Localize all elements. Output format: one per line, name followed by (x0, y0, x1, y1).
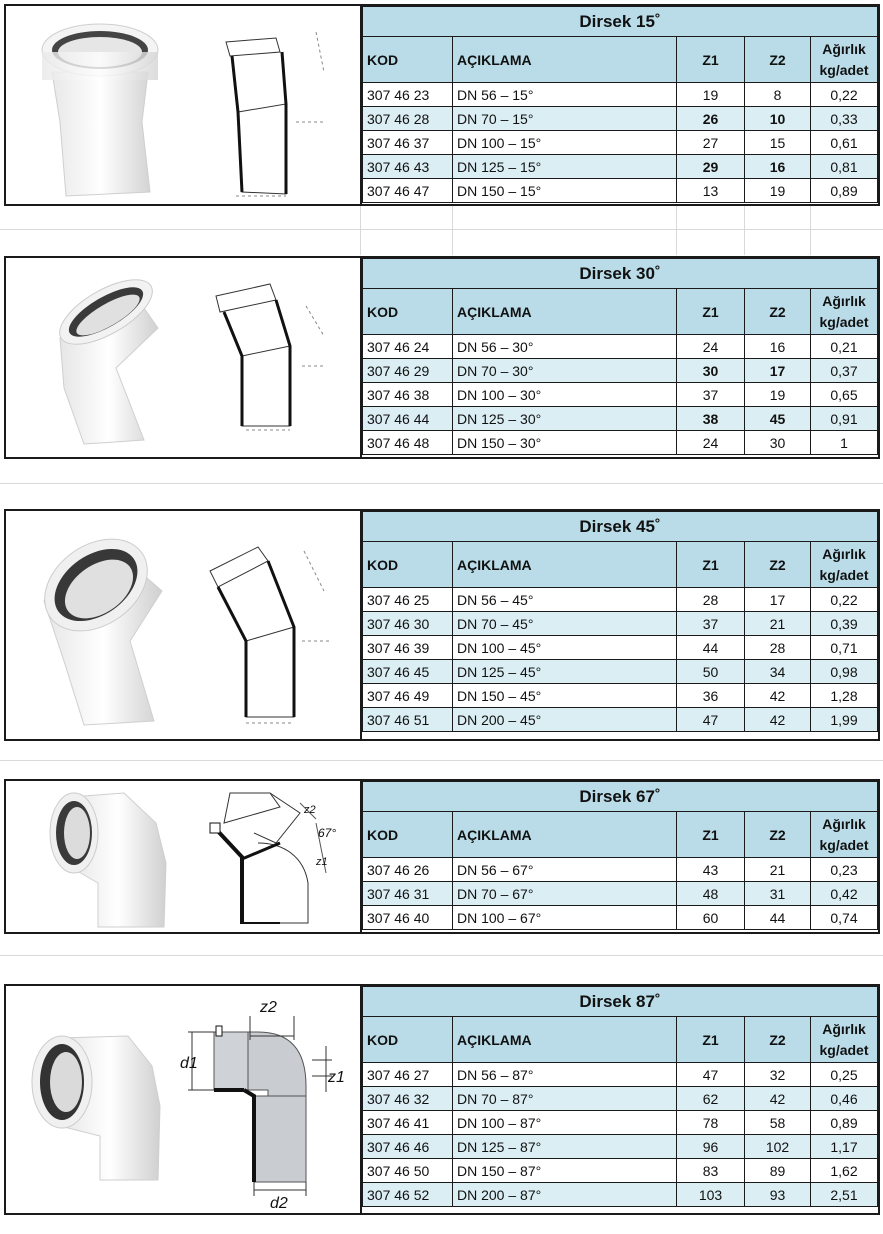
cell-z1: 62 (677, 1087, 745, 1111)
table-row (363, 1135, 878, 1159)
col-agirlik-l2: kg/adet (819, 1041, 869, 1058)
cell-kod: 307 46 50 (363, 1159, 453, 1183)
cell-kod: 307 46 44 (363, 407, 453, 431)
cell-z1: 29 (677, 155, 745, 179)
col-z2: Z2 (745, 289, 811, 335)
table-pane (362, 511, 878, 739)
col-agirlik-l2: kg/adet (819, 836, 869, 853)
cell-agirlik: 0,98 (811, 660, 878, 684)
cell-aciklama: DN 200 – 87° (453, 1183, 677, 1207)
cell-kod: 307 46 26 (363, 858, 453, 882)
cell-z1: 50 (677, 660, 745, 684)
col-agirlik-l2: kg/adet (819, 61, 869, 78)
cell-kod: 307 46 46 (363, 1135, 453, 1159)
col-agirlik (811, 289, 878, 335)
cell-aciklama: DN 100 – 45° (453, 636, 677, 660)
col-z1: Z1 (677, 289, 745, 335)
cell-z2: 42 (745, 684, 811, 708)
cell-aciklama: DN 200 – 45° (453, 708, 677, 732)
z2-label: z2 (260, 999, 277, 1016)
cell-agirlik: 1,28 (811, 684, 878, 708)
col-aciklama: AÇIKLAMA (453, 37, 677, 83)
col-kod: KOD (363, 289, 453, 335)
col-agirlik-l1: Ağırlık (822, 545, 866, 562)
table-row (363, 431, 878, 455)
section-title: Dirsek 45˚ (363, 512, 878, 542)
col-z1: Z1 (677, 542, 745, 588)
elbow-67-drawing (196, 783, 356, 931)
cell-kod: 307 46 38 (363, 383, 453, 407)
table-row (363, 708, 878, 732)
cell-kod: 307 46 48 (363, 431, 453, 455)
cell-aciklama: DN 100 – 87° (453, 1111, 677, 1135)
elbow-45-drawing (196, 531, 336, 731)
z1-label: z1 (328, 1069, 345, 1086)
elbow-30-photo (46, 278, 186, 448)
cell-z1: 37 (677, 383, 745, 407)
z1-label: z1 (316, 856, 328, 868)
cell-aciklama: DN 125 – 30° (453, 407, 677, 431)
col-kod: KOD (363, 812, 453, 858)
table-row (363, 684, 878, 708)
cell-aciklama: DN 70 – 30° (453, 359, 677, 383)
cell-z2: 16 (745, 335, 811, 359)
col-agirlik-l1: Ağırlık (822, 292, 866, 309)
z2-label: z2 (304, 804, 316, 816)
angle-label: 67° (318, 826, 337, 840)
cell-z2: 16 (745, 155, 811, 179)
cell-agirlik: 0,91 (811, 407, 878, 431)
cell-agirlik: 0,22 (811, 588, 878, 612)
col-z2: Z2 (745, 812, 811, 858)
cell-z1: 47 (677, 708, 745, 732)
cell-agirlik: 0,61 (811, 131, 878, 155)
cell-z2: 21 (745, 858, 811, 882)
cell-kod: 307 46 43 (363, 155, 453, 179)
elbow-30-drawing (206, 266, 336, 446)
col-z1: Z1 (677, 1017, 745, 1063)
cell-aciklama: DN 125 – 15° (453, 155, 677, 179)
cell-z1: 78 (677, 1111, 745, 1135)
col-aciklama: AÇIKLAMA (453, 542, 677, 588)
cell-kod: 307 46 40 (363, 906, 453, 930)
col-kod: KOD (363, 1017, 453, 1063)
cell-z1: 27 (677, 131, 745, 155)
cell-agirlik: 0,21 (811, 335, 878, 359)
table-row (363, 1159, 878, 1183)
cell-kod: 307 46 37 (363, 131, 453, 155)
cell-z2: 17 (745, 359, 811, 383)
cell-agirlik: 0,22 (811, 83, 878, 107)
col-agirlik-l1: Ağırlık (822, 40, 866, 57)
col-z2: Z2 (745, 542, 811, 588)
cell-z2: 8 (745, 83, 811, 107)
table-pane (362, 781, 878, 932)
cell-aciklama: DN 70 – 15° (453, 107, 677, 131)
cell-agirlik: 0,65 (811, 383, 878, 407)
col-agirlik-l1: Ağırlık (822, 815, 866, 832)
d2-label: d2 (270, 1195, 288, 1212)
cell-z2: 34 (745, 660, 811, 684)
cell-z1: 103 (677, 1183, 745, 1207)
cell-z2: 28 (745, 636, 811, 660)
cell-z1: 60 (677, 906, 745, 930)
cell-z1: 38 (677, 407, 745, 431)
col-kod: KOD (363, 37, 453, 83)
cell-aciklama: DN 100 – 15° (453, 131, 677, 155)
table-row (363, 1111, 878, 1135)
cell-z2: 58 (745, 1111, 811, 1135)
elbow-15-drawing (216, 12, 336, 202)
col-aciklama: AÇIKLAMA (453, 289, 677, 335)
cell-kod: 307 46 27 (363, 1063, 453, 1087)
cell-agirlik: 0,33 (811, 107, 878, 131)
cell-aciklama: DN 100 – 30° (453, 383, 677, 407)
cell-agirlik: 0,89 (811, 1111, 878, 1135)
cell-z1: 28 (677, 588, 745, 612)
table-row (363, 636, 878, 660)
elbow-15-photo (30, 12, 180, 202)
cell-agirlik: 2,51 (811, 1183, 878, 1207)
cell-agirlik: 0,39 (811, 612, 878, 636)
elbow-45-photo (34, 521, 184, 731)
cell-z1: 19 (677, 83, 745, 107)
col-agirlik (811, 1017, 878, 1063)
col-kod: KOD (363, 542, 453, 588)
cell-z1: 44 (677, 636, 745, 660)
product-image-pane (6, 6, 362, 204)
section-title: Dirsek 15˚ (363, 7, 878, 37)
product-table (362, 258, 878, 455)
col-agirlik-l2: kg/adet (819, 313, 869, 330)
table-pane (362, 986, 878, 1213)
cell-agirlik: 1,17 (811, 1135, 878, 1159)
product-image-pane (6, 511, 362, 739)
cell-z2: 93 (745, 1183, 811, 1207)
table-row (363, 335, 878, 359)
cell-z2: 21 (745, 612, 811, 636)
cell-kod: 307 46 31 (363, 882, 453, 906)
cell-aciklama: DN 70 – 87° (453, 1087, 677, 1111)
cell-z1: 36 (677, 684, 745, 708)
cell-kod: 307 46 25 (363, 588, 453, 612)
product-image-pane (6, 258, 362, 457)
product-image-pane (6, 986, 362, 1213)
product-table (362, 986, 878, 1207)
product-table (362, 781, 878, 930)
table-row (363, 858, 878, 882)
cell-z2: 17 (745, 588, 811, 612)
section-title: Dirsek 30˚ (363, 259, 878, 289)
cell-aciklama: DN 56 – 15° (453, 83, 677, 107)
table-row (363, 83, 878, 107)
cell-agirlik: 1 (811, 431, 878, 455)
cell-aciklama: DN 125 – 45° (453, 660, 677, 684)
cell-kod: 307 46 30 (363, 612, 453, 636)
col-agirlik-l1: Ağırlık (822, 1020, 866, 1037)
cell-aciklama: DN 56 – 67° (453, 858, 677, 882)
cell-aciklama: DN 56 – 87° (453, 1063, 677, 1087)
cell-agirlik: 0,42 (811, 882, 878, 906)
col-z1: Z1 (677, 37, 745, 83)
table-pane (362, 6, 878, 204)
cell-z2: 42 (745, 708, 811, 732)
cell-aciklama: DN 150 – 15° (453, 179, 677, 203)
cell-z2: 45 (745, 407, 811, 431)
cell-agirlik: 0,37 (811, 359, 878, 383)
table-row (363, 107, 878, 131)
table-row (363, 179, 878, 203)
col-agirlik-l2: kg/adet (819, 566, 869, 583)
col-aciklama: AÇIKLAMA (453, 1017, 677, 1063)
cell-z1: 83 (677, 1159, 745, 1183)
cell-kod: 307 46 41 (363, 1111, 453, 1135)
cell-kod: 307 46 52 (363, 1183, 453, 1207)
col-z1: Z1 (677, 812, 745, 858)
cell-z1: 24 (677, 335, 745, 359)
cell-z2: 10 (745, 107, 811, 131)
col-agirlik (811, 812, 878, 858)
elbow-87-photo (24, 1026, 174, 1186)
section-dirsek-67 (4, 779, 880, 934)
cell-aciklama: DN 100 – 67° (453, 906, 677, 930)
cell-z1: 48 (677, 882, 745, 906)
table-row (363, 660, 878, 684)
cell-z2: 19 (745, 383, 811, 407)
table-row (363, 882, 878, 906)
section-dirsek-87 (4, 984, 880, 1215)
table-pane (362, 258, 878, 457)
product-table (362, 6, 878, 203)
cell-agirlik: 0,71 (811, 636, 878, 660)
cell-z1: 24 (677, 431, 745, 455)
cell-z2: 44 (745, 906, 811, 930)
table-row (363, 359, 878, 383)
cell-z2: 31 (745, 882, 811, 906)
cell-agirlik: 0,89 (811, 179, 878, 203)
cell-agirlik: 0,25 (811, 1063, 878, 1087)
section-dirsek-45 (4, 509, 880, 741)
cell-z2: 32 (745, 1063, 811, 1087)
cell-z1: 47 (677, 1063, 745, 1087)
cell-z1: 30 (677, 359, 745, 383)
product-table (362, 511, 878, 732)
cell-z1: 96 (677, 1135, 745, 1159)
table-row (363, 906, 878, 930)
cell-agirlik: 0,46 (811, 1087, 878, 1111)
cell-aciklama: DN 70 – 45° (453, 612, 677, 636)
cell-kod: 307 46 39 (363, 636, 453, 660)
table-row (363, 407, 878, 431)
cell-z1: 37 (677, 612, 745, 636)
cell-kod: 307 46 24 (363, 335, 453, 359)
cell-z2: 102 (745, 1135, 811, 1159)
table-row (363, 1087, 878, 1111)
cell-agirlik: 0,81 (811, 155, 878, 179)
cell-z2: 15 (745, 131, 811, 155)
elbow-67-photo (40, 783, 180, 931)
cell-aciklama: DN 125 – 87° (453, 1135, 677, 1159)
col-z2: Z2 (745, 37, 811, 83)
d1-label: d1 (180, 1055, 198, 1072)
cell-agirlik: 1,99 (811, 708, 878, 732)
cell-aciklama: DN 56 – 30° (453, 335, 677, 359)
cell-kod: 307 46 29 (363, 359, 453, 383)
section-dirsek-30 (4, 256, 880, 459)
cell-agirlik: 0,23 (811, 858, 878, 882)
cell-kod: 307 46 49 (363, 684, 453, 708)
cell-kod: 307 46 32 (363, 1087, 453, 1111)
cell-z1: 13 (677, 179, 745, 203)
table-row (363, 1183, 878, 1207)
elbow-87-drawing (182, 996, 352, 1211)
table-row (363, 155, 878, 179)
section-dirsek-15 (4, 4, 880, 206)
cell-aciklama: DN 150 – 30° (453, 431, 677, 455)
cell-z2: 19 (745, 179, 811, 203)
cell-z2: 42 (745, 1087, 811, 1111)
table-row (363, 131, 878, 155)
cell-aciklama: DN 70 – 67° (453, 882, 677, 906)
cell-aciklama: DN 150 – 45° (453, 684, 677, 708)
col-z2: Z2 (745, 1017, 811, 1063)
cell-kod: 307 46 47 (363, 179, 453, 203)
table-row (363, 612, 878, 636)
cell-z1: 26 (677, 107, 745, 131)
section-title: Dirsek 67˚ (363, 782, 878, 812)
cell-kod: 307 46 23 (363, 83, 453, 107)
col-agirlik (811, 37, 878, 83)
cell-agirlik: 0,74 (811, 906, 878, 930)
cell-kod: 307 46 45 (363, 660, 453, 684)
cell-aciklama: DN 56 – 45° (453, 588, 677, 612)
cell-aciklama: DN 150 – 87° (453, 1159, 677, 1183)
cell-kod: 307 46 28 (363, 107, 453, 131)
cell-z2: 89 (745, 1159, 811, 1183)
table-row (363, 1063, 878, 1087)
col-aciklama: AÇIKLAMA (453, 812, 677, 858)
product-image-pane (6, 781, 362, 932)
cell-z2: 30 (745, 431, 811, 455)
table-row (363, 383, 878, 407)
col-agirlik (811, 542, 878, 588)
cell-kod: 307 46 51 (363, 708, 453, 732)
cell-agirlik: 1,62 (811, 1159, 878, 1183)
section-title: Dirsek 87˚ (363, 987, 878, 1017)
cell-z1: 43 (677, 858, 745, 882)
table-row (363, 588, 878, 612)
